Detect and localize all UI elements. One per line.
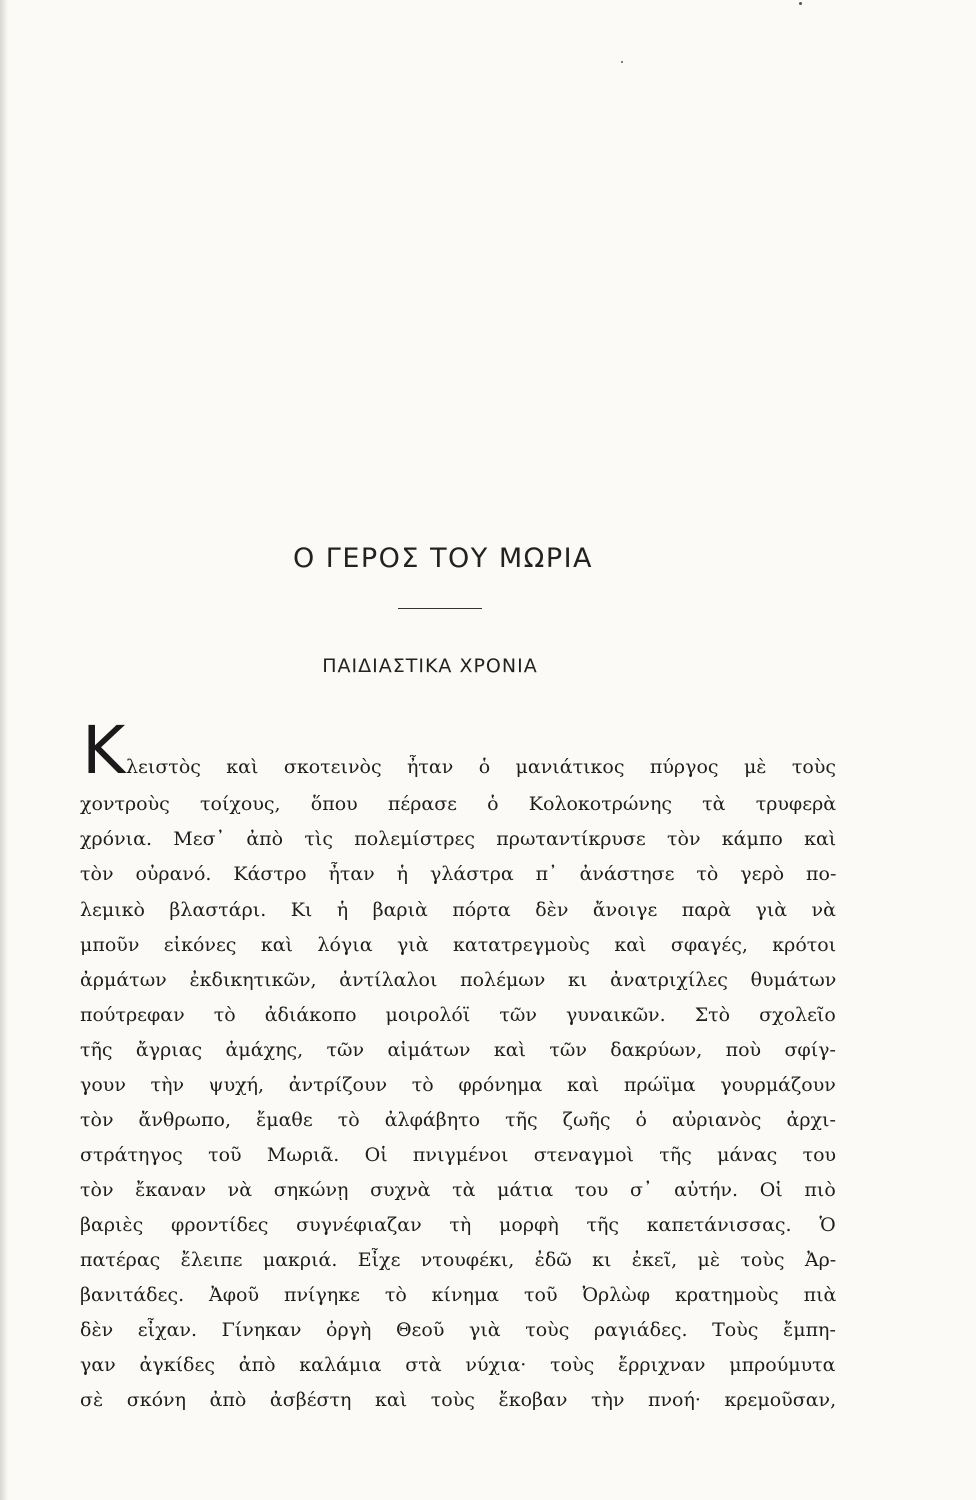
section-title: ΠΑΙΔΙΑΣΤΙΚΑ ΧΡΟΝΙΑ [322,655,538,677]
text-line: ἀρμάτων ἐκδικητικῶν, ἀντίλαλοι πολέμων κι ἀνατριχίλες θυμάτων [80,969,836,991]
page-edge-shadow [0,0,8,1500]
chapter-title: Ο ΓΕΡΟΣ ΤΟΥ ΜΩΡΙΑ [292,543,594,574]
title-divider [398,608,482,609]
text-line: τὸν ἔκαναν νὰ σηκώνῃ συχνὰ τὰ μάτια του σ᾽ αὐτήν. Οἱ πιὸ [80,1179,836,1201]
text-line: τὸν ἄνθρωπο, ἔμαθε τὸ ἀλφάβητο τῆς ζωῆς ὁ αὐριανὸς ἀρχι- [80,1109,836,1131]
text-line: σὲ σκόνη ἀπὸ ἀσβέστη καὶ τοὺς ἔκοβαν τὴν πνοή· κρεμοῦσαν, [80,1389,836,1411]
ink-speck [621,61,623,63]
text-line: χοντροὺς τοίχους, ὅπου πέρασε ὁ Κολοκοτρώνης τὰ τρυφερὰ [80,793,836,815]
text-line: τῆς ἄγριας ἀμάχης, τῶν αἱμάτων καὶ τῶν δακρύων, ποὺ σφίγ- [80,1039,836,1061]
text-line: βανιτάδες. Ἀφοῦ πνίγηκε τὸ κίνημα τοῦ Ὀρλὼφ κρατημοὺς πιὰ [80,1284,836,1306]
drop-cap: Κ [82,712,126,789]
text-line: μποῦν εἰκόνες καὶ λόγια γιὰ κατατρεγμοὺς καὶ σφαγές, κρότοι [80,934,836,956]
text-line: γουν τὴν ψυχή, ἀντρίζουν τὸ φρόνημα καὶ πρώϊμα γουρμάζουν [80,1074,836,1096]
text-line: τὸν οὐρανό. Κάστρο ἦταν ἡ γλάστρα π᾽ ἀνάστησε τὸ γερὸ πο- [80,863,836,885]
text-line: γαν ἀγκίδες ἀπὸ καλάμια στὰ νύχια· τοὺς ἔρριχναν μπρούμυτα [80,1354,836,1376]
text-line: βαριὲς φροντίδες συγνέφιαζαν τὴ μορφὴ τῆς καπετάνισσας. Ὁ [80,1214,836,1236]
text-line: πούτρεφαν τὸ ἀδιάκοπο μοιρολόϊ τῶν γυναικῶν. Στὸ σχολεῖο [80,1004,836,1026]
text-line: χρόνια. Μεσ᾽ ἀπὸ τὶς πολεμίστρες πρωταντίκρυσε τὸν κάμπο καὶ [80,828,836,850]
text-line: πατέρας ἔλειπε μακριά. Εἶχε ντουφέκι, ἐδῶ κι ἐκεῖ, μὲ τοὺς Ἀρ- [80,1249,836,1271]
ink-speck [799,2,802,5]
text-line: στράτηγος τοῦ Μωριᾶ. Οἱ πνιγμένοι στεναγμοὶ τῆς μάνας του [80,1144,836,1166]
text-line: λεμικὸ βλαστάρι. Κι ἡ βαριὰ πόρτα δὲν ἄνοιγε παρὰ γιὰ νὰ [80,899,836,921]
text-line: λειστὸς καὶ σκοτεινὸς ἦταν ὁ μανιάτικος πύργος μὲ τοὺς [126,756,836,778]
text-line: δὲν εἶχαν. Γίνηκαν ὀργὴ Θεοῦ γιὰ τοὺς ραγιάδες. Τοὺς ἔμπη- [80,1319,836,1341]
